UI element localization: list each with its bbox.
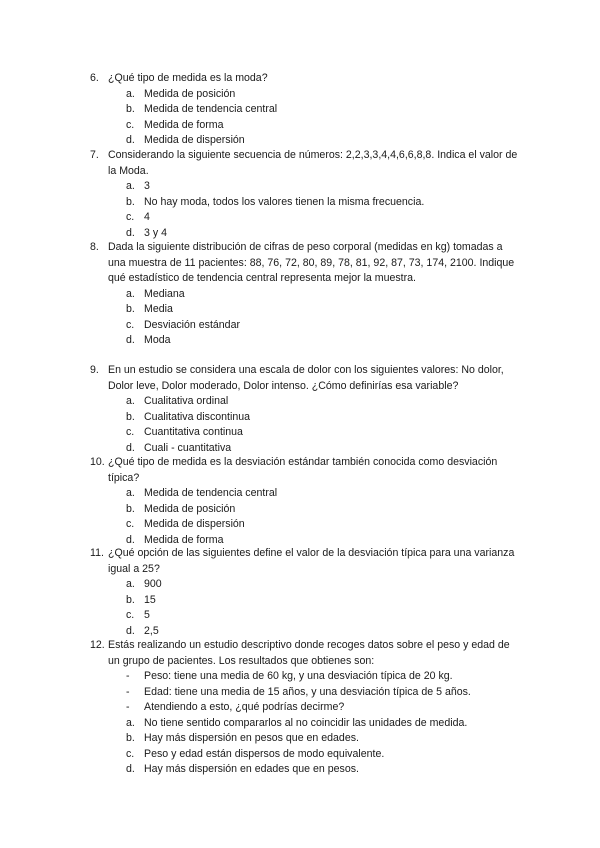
option-label: c.: [126, 609, 135, 621]
option-item: [90, 195, 520, 211]
option-list: [90, 486, 520, 548]
option-item: [90, 441, 520, 457]
option-text: No tiene sentido compararlos al no coincidir las unidades de medida.: [144, 716, 468, 729]
question-number: 7.: [90, 149, 99, 161]
bullet-list: [90, 669, 520, 716]
question-text: Estás realizando un estudio descriptivo donde recoges datos sobre el peso y edad de un grupo de pacientes. Los resultados que obtienes son:: [108, 639, 510, 667]
question-11: [90, 546, 520, 639]
bullet-item: [90, 700, 520, 716]
bullet-dash: -: [126, 670, 130, 682]
option-text: Hay más dispersión en pesos que en edades.: [144, 732, 359, 744]
option-item: [90, 425, 520, 441]
option-label: b.: [126, 103, 135, 115]
option-item: [90, 747, 520, 763]
question-9: [90, 363, 520, 456]
option-item: [90, 133, 520, 149]
option-item: [90, 608, 520, 624]
option-label: d.: [126, 441, 135, 454]
option-text: Medida de posición: [144, 87, 236, 100]
option-label: a.: [126, 578, 135, 590]
question-number: 6.: [90, 72, 99, 84]
option-item: [90, 118, 520, 134]
option-item: [90, 287, 520, 303]
option-label: c.: [126, 426, 135, 438]
option-label: b.: [126, 195, 135, 208]
option-label: d.: [126, 533, 135, 546]
option-text: Medida de tendencia central: [144, 103, 278, 115]
option-text: Cualitativa ordinal: [144, 395, 229, 407]
option-text: 2,5: [144, 624, 159, 637]
option-text: Medida de forma: [144, 533, 224, 546]
question-number: 8.: [90, 241, 99, 253]
option-item: [90, 410, 520, 426]
option-list: [90, 716, 520, 778]
option-item: [90, 486, 520, 502]
option-list: [90, 87, 520, 149]
option-item: [90, 716, 520, 732]
option-label: d.: [126, 134, 135, 146]
option-text: Moda: [144, 334, 171, 346]
option-item: [90, 179, 520, 195]
question-7: [90, 148, 520, 241]
option-text: Media: [144, 303, 173, 315]
question-text: Dada la siguiente distribución de cifras de peso corporal (medidas en kg) tomadas a una muestra de 11 pacientes: 88, 76, 72, 80, 89, 78, 81, 92, 87, 73, 174, 2100. Indique qué estadístico de tendencia central representa mejor la muestra.: [108, 241, 515, 284]
option-text: Medida de dispersión: [144, 518, 245, 530]
option-text: Cuali - cuantitativa: [144, 441, 232, 454]
option-text: Hay más dispersión en edades que en pesos.: [144, 763, 359, 775]
option-item: [90, 762, 520, 778]
option-label: a.: [126, 395, 135, 407]
option-item: [90, 318, 520, 334]
option-label: d.: [126, 763, 135, 775]
option-text: Desviación estándar: [144, 318, 240, 331]
option-label: d.: [126, 334, 135, 346]
option-text: Cuantitativa continua: [144, 426, 243, 438]
option-item: [90, 731, 520, 747]
option-label: a.: [126, 716, 135, 729]
question-text: En un estudio se considera una escala de dolor con los siguientes valores: No dolor, Dolor leve, Dolor moderado, Dolor intenso. ¿Cómo definirías esa variable?: [108, 364, 504, 392]
option-text: No hay moda, todos los valores tienen la misma frecuencia.: [144, 195, 425, 208]
option-text: Mediana: [144, 287, 185, 300]
option-item: [90, 593, 520, 609]
option-item: [90, 333, 520, 349]
option-list: [90, 287, 520, 349]
option-label: b.: [126, 593, 135, 606]
option-label: a.: [126, 487, 135, 499]
question-text: ¿Qué tipo de medida es la desviación estándar también conocida como desviación típica?: [108, 456, 498, 484]
option-label: d.: [126, 624, 135, 637]
question-number: 9.: [90, 364, 99, 376]
option-list: [90, 577, 520, 639]
option-label: a.: [126, 87, 135, 100]
option-label: c.: [126, 747, 135, 760]
option-label: b.: [126, 732, 135, 744]
question-6: [90, 71, 520, 149]
option-text: Peso y edad están dispersos de modo equivalente.: [144, 747, 385, 760]
option-label: c.: [126, 211, 135, 223]
option-item: [90, 210, 520, 226]
bullet-item: [90, 685, 520, 701]
option-list: [90, 179, 520, 241]
bullet-text: Peso: tiene una media de 60 kg, y una desviación típica de 20 kg.: [144, 670, 453, 682]
option-item: [90, 624, 520, 640]
option-label: c.: [126, 118, 135, 131]
question-number: 11.: [90, 547, 104, 559]
question-text: Considerando la siguiente secuencia de números: 2,2,3,3,4,4,6,6,8,8. Indica el valor de la Moda.: [108, 149, 518, 177]
option-label: a.: [126, 180, 135, 192]
question-12: [90, 638, 520, 778]
option-text: 3: [144, 180, 150, 192]
bullet-text: Edad: tiene una media de 15 años, y una desviación típica de 5 años.: [144, 685, 471, 698]
option-item: [90, 87, 520, 103]
option-item: [90, 302, 520, 318]
option-text: Medida de tendencia central: [144, 487, 278, 499]
option-label: c.: [126, 318, 135, 331]
option-label: b.: [126, 410, 135, 423]
question-8: [90, 240, 520, 349]
option-label: a.: [126, 287, 135, 300]
bullet-text: Atendiendo a esto, ¿qué podrías decirme?: [144, 701, 345, 713]
option-text: Medida de posición: [144, 502, 236, 515]
question-text: ¿Qué opción de las siguientes define el valor de la desviación típica para una varianza igual a 25?: [108, 547, 515, 575]
option-list: [90, 394, 520, 456]
option-item: [90, 517, 520, 533]
option-label: b.: [126, 303, 135, 315]
option-text: 5: [144, 609, 150, 621]
option-label: b.: [126, 502, 135, 515]
option-text: 900: [144, 578, 162, 590]
option-item: [90, 502, 520, 518]
option-label: d.: [126, 226, 135, 239]
question-number: 10.: [90, 456, 105, 468]
question-text: ¿Qué tipo de medida es la moda?: [108, 72, 268, 84]
option-item: [90, 226, 520, 242]
option-label: c.: [126, 518, 135, 530]
bullet-dash: -: [126, 685, 130, 698]
option-item: [90, 102, 520, 118]
option-text: 3 y 4: [144, 226, 167, 239]
option-text: 15: [144, 593, 156, 606]
option-text: Cualitativa discontinua: [144, 410, 250, 423]
bullet-dash: -: [126, 701, 130, 713]
option-item: [90, 577, 520, 593]
bullet-item: [90, 669, 520, 685]
option-text: 4: [144, 211, 150, 223]
question-number: 12.: [90, 639, 105, 651]
option-text: Medida de forma: [144, 118, 224, 131]
option-text: Medida de dispersión: [144, 134, 245, 146]
question-10: [90, 455, 520, 548]
option-item: [90, 394, 520, 410]
